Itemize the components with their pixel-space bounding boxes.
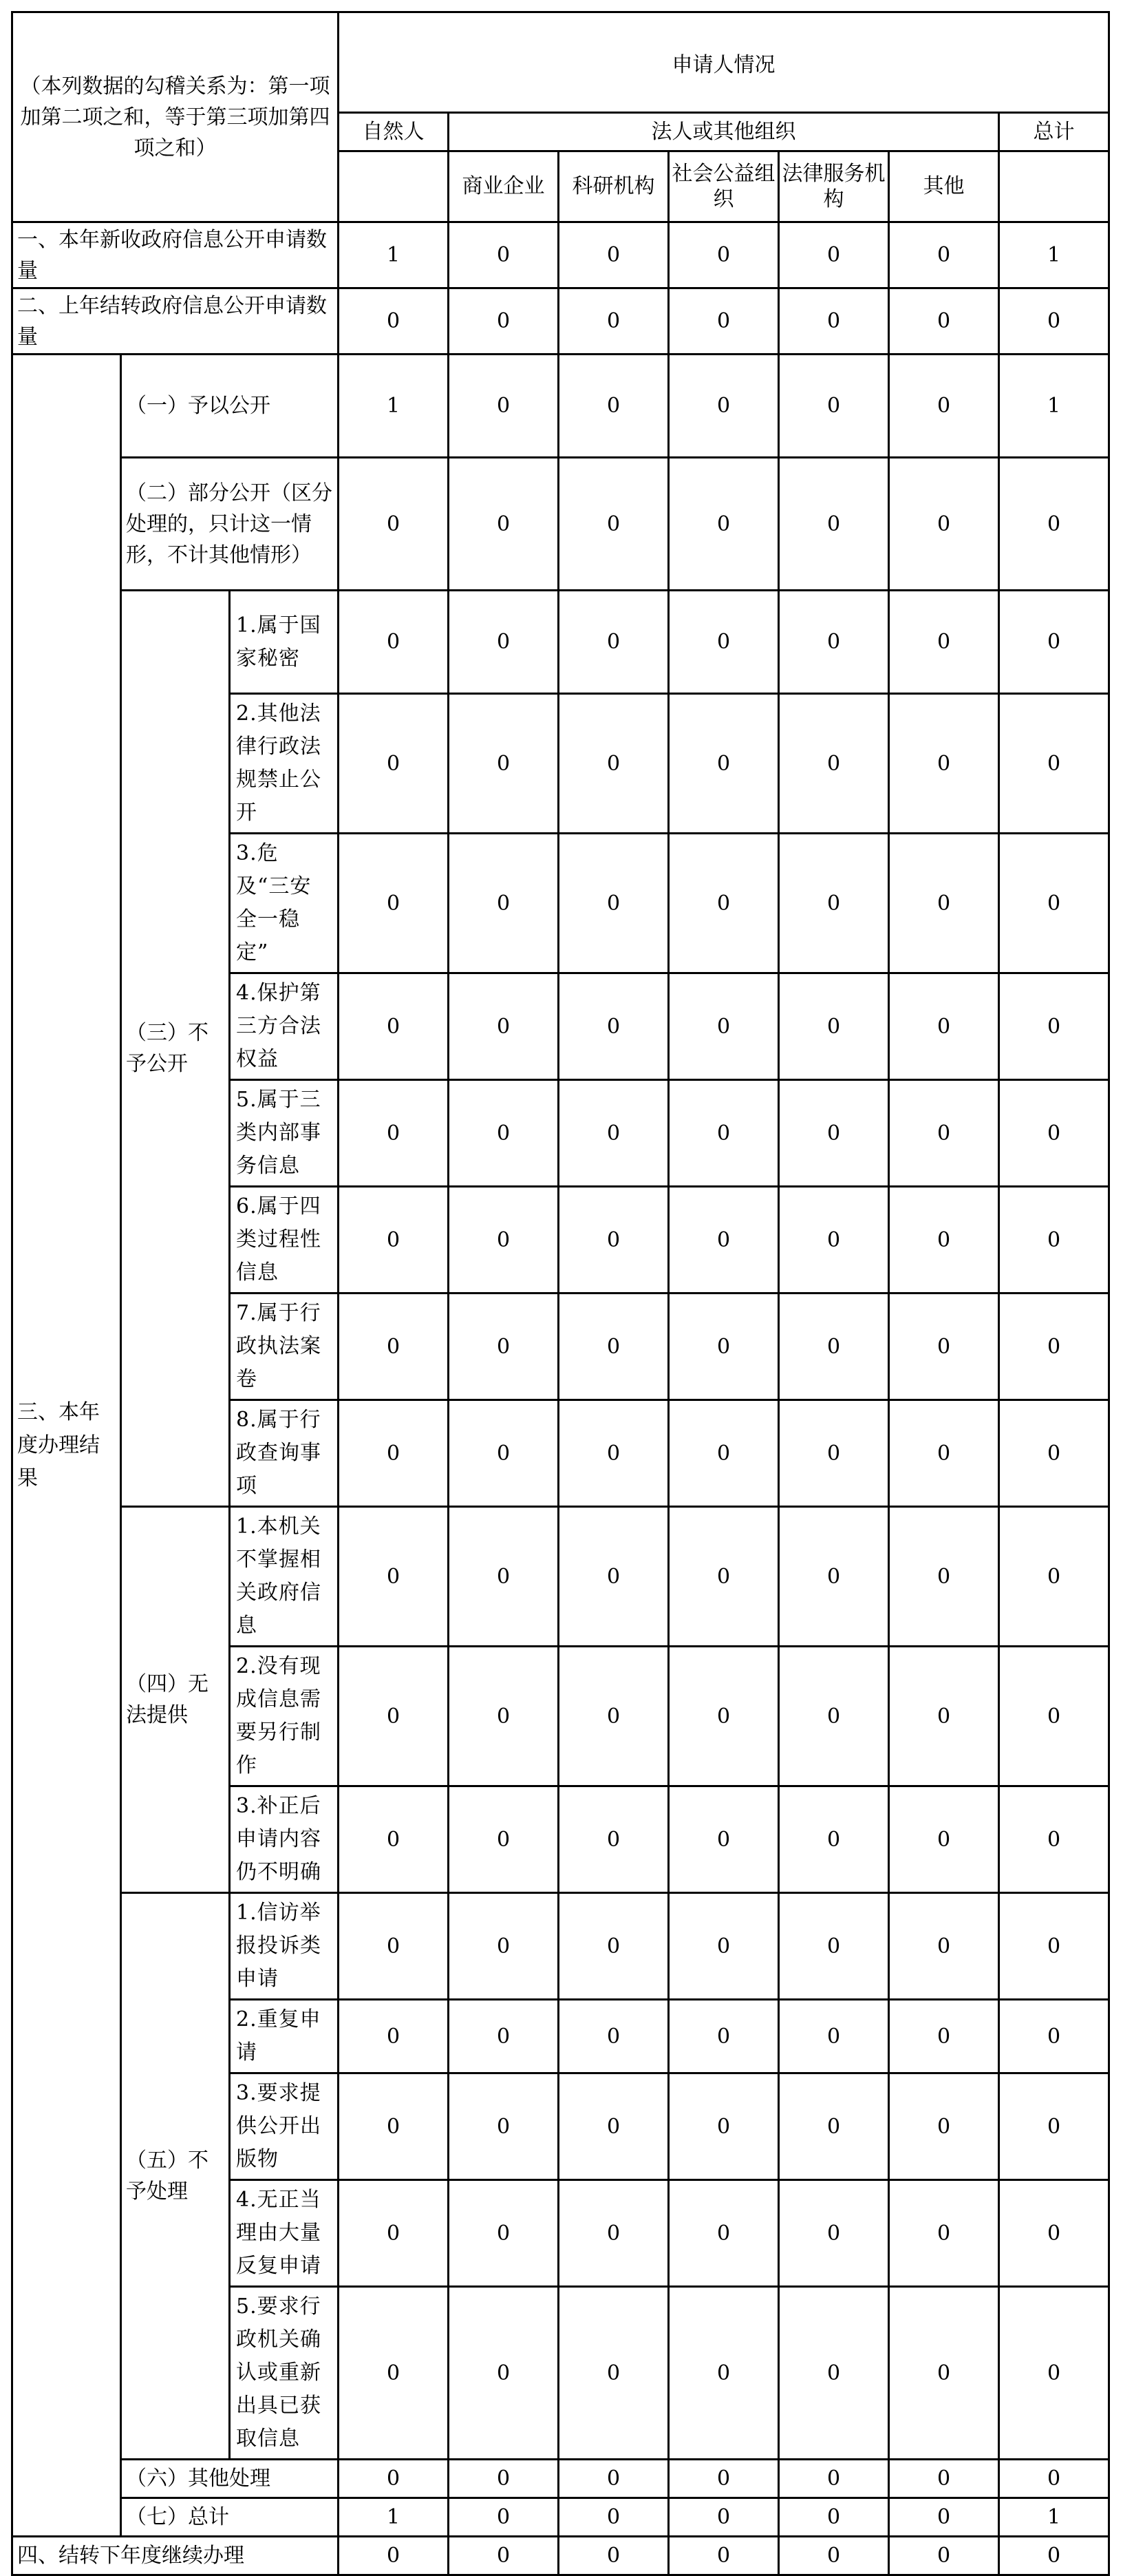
value-cell: 0: [559, 1647, 669, 1786]
value-cell: 0: [449, 1647, 559, 1786]
value-cell: 0: [339, 288, 449, 355]
value-cell: 0: [339, 1647, 449, 1786]
disclosure-statistics-table: [11, 11, 1110, 2576]
value-cell: 0: [889, 834, 999, 973]
subitem-label: 2.没有现成信息需要另行制作: [230, 1647, 339, 1786]
value-cell: 0: [339, 1187, 449, 1294]
value-cell: 0: [669, 2073, 779, 2180]
value-cell: 0: [669, 2498, 779, 2537]
value-cell: 0: [449, 1400, 559, 1507]
value-cell: 0: [779, 2073, 889, 2180]
natural-person-subheader-blank: [339, 151, 449, 222]
applicant-situation-header: 申请人情况: [339, 12, 1109, 113]
value-cell: 0: [669, 1294, 779, 1400]
value-cell: 0: [449, 591, 559, 694]
value-cell: 0: [559, 1294, 669, 1400]
value-cell: 0: [449, 222, 559, 288]
value-cell: 0: [559, 973, 669, 1080]
value-cell: 0: [559, 2537, 669, 2575]
value-cell: 0: [559, 694, 669, 834]
value-cell: 0: [339, 591, 449, 694]
value-cell: 0: [779, 2287, 889, 2460]
value-cell: 0: [449, 2537, 559, 2575]
value-cell: 0: [559, 2460, 669, 2498]
subitem-label: 3.要求提供公开出版物: [230, 2073, 339, 2180]
group-label: （三）不予公开: [121, 591, 230, 1507]
table-row: [12, 288, 1109, 355]
sub-column-header: 社会公益组织: [669, 151, 779, 222]
value-cell: 0: [339, 458, 449, 591]
value-cell: 0: [449, 458, 559, 591]
value-cell: 0: [449, 2180, 559, 2287]
value-cell: 0: [449, 1893, 559, 2000]
subitem-label: 4.保护第三方合法权益: [230, 973, 339, 1080]
subitem-label: 4.无正当理由大量反复申请: [230, 2180, 339, 2287]
value-cell: 0: [999, 1080, 1109, 1187]
value-cell: 0: [779, 1893, 889, 2000]
value-cell: 0: [449, 2498, 559, 2537]
value-cell: 0: [449, 694, 559, 834]
value-cell: 0: [669, 973, 779, 1080]
value-cell: 0: [779, 1187, 889, 1294]
group-label: （七）总计: [121, 2498, 339, 2537]
value-cell: 0: [999, 1187, 1109, 1294]
value-cell: 0: [889, 288, 999, 355]
subitem-label: 8.属于行政查询事项: [230, 1400, 339, 1507]
value-cell: 0: [779, 973, 889, 1080]
value-cell: 1: [999, 222, 1109, 288]
value-cell: 0: [999, 1786, 1109, 1893]
value-cell: 0: [889, 1400, 999, 1507]
value-cell: 0: [449, 2460, 559, 2498]
value-cell: 0: [339, 834, 449, 973]
value-cell: 0: [339, 1786, 449, 1893]
value-cell: 0: [889, 2073, 999, 2180]
value-cell: 0: [999, 2460, 1109, 2498]
subitem-label: 3.补正后申请内容仍不明确: [230, 1786, 339, 1893]
value-cell: 0: [559, 222, 669, 288]
value-cell: 0: [999, 834, 1109, 973]
value-cell: 1: [339, 355, 449, 458]
value-cell: 0: [449, 2287, 559, 2460]
sub-column-header: 其他: [889, 151, 999, 222]
table-row: [12, 458, 1109, 591]
value-cell: 0: [779, 1400, 889, 1507]
group-label: （五）不予处理: [121, 1893, 230, 2460]
value-cell: 0: [669, 2000, 779, 2073]
value-cell: 0: [889, 973, 999, 1080]
value-cell: 0: [559, 458, 669, 591]
value-cell: 0: [339, 1294, 449, 1400]
value-cell: 0: [449, 355, 559, 458]
value-cell: 0: [999, 591, 1109, 694]
value-cell: 0: [999, 1647, 1109, 1786]
value-cell: 0: [449, 1294, 559, 1400]
value-cell: 0: [669, 1507, 779, 1647]
value-cell: 0: [889, 2537, 999, 2575]
value-cell: 0: [449, 834, 559, 973]
value-cell: 0: [779, 2498, 889, 2537]
value-cell: 0: [449, 973, 559, 1080]
value-cell: 1: [339, 222, 449, 288]
value-cell: 0: [669, 1080, 779, 1187]
table-row: [12, 2537, 1109, 2575]
subitem-label: 1.本机关不掌握相关政府信息: [230, 1507, 339, 1647]
value-cell: 0: [669, 1647, 779, 1786]
value-cell: 0: [889, 2180, 999, 2287]
disclosure-table-sheet: [11, 11, 1110, 2576]
table-row: [12, 591, 1109, 694]
value-cell: 1: [339, 2498, 449, 2537]
value-cell: 0: [339, 1507, 449, 1647]
value-cell: 0: [779, 1507, 889, 1647]
value-cell: 0: [669, 1187, 779, 1294]
value-cell: 0: [449, 1507, 559, 1647]
value-cell: 0: [559, 2180, 669, 2287]
value-cell: 0: [669, 458, 779, 591]
value-cell: 0: [779, 2460, 889, 2498]
value-cell: 0: [559, 1893, 669, 2000]
value-cell: 0: [339, 1080, 449, 1187]
value-cell: 0: [999, 458, 1109, 591]
value-cell: 0: [339, 694, 449, 834]
value-cell: 0: [559, 591, 669, 694]
value-cell: 0: [889, 222, 999, 288]
value-cell: 0: [889, 591, 999, 694]
value-cell: 0: [669, 1893, 779, 2000]
value-cell: 0: [999, 288, 1109, 355]
subitem-label: 2.重复申请: [230, 2000, 339, 2073]
value-cell: 0: [779, 2180, 889, 2287]
value-cell: 0: [779, 1294, 889, 1400]
value-cell: 0: [339, 2537, 449, 2575]
value-cell: 0: [669, 834, 779, 973]
value-cell: 0: [669, 694, 779, 834]
value-cell: 0: [559, 288, 669, 355]
value-cell: 0: [889, 1507, 999, 1647]
group-label: （四）无法提供: [121, 1507, 230, 1893]
subitem-label: 6.属于四类过程性信息: [230, 1187, 339, 1294]
value-cell: 0: [999, 2073, 1109, 2180]
value-cell: 0: [889, 1647, 999, 1786]
value-cell: 0: [889, 694, 999, 834]
value-cell: 0: [889, 1786, 999, 1893]
table-row: [12, 1507, 1109, 1647]
value-cell: 0: [559, 1187, 669, 1294]
value-cell: 0: [669, 288, 779, 355]
value-cell: 0: [999, 694, 1109, 834]
value-cell: 0: [779, 591, 889, 694]
value-cell: 0: [669, 2537, 779, 2575]
value-cell: 0: [339, 2000, 449, 2073]
value-cell: 0: [779, 2000, 889, 2073]
value-cell: 1: [999, 355, 1109, 458]
value-cell: 0: [339, 973, 449, 1080]
value-cell: 0: [779, 694, 889, 834]
value-cell: 0: [559, 2287, 669, 2460]
value-cell: 0: [669, 2180, 779, 2287]
value-cell: 0: [339, 2180, 449, 2287]
value-cell: 0: [999, 2537, 1109, 2575]
value-cell: 0: [559, 1080, 669, 1187]
value-cell: 0: [889, 2498, 999, 2537]
value-cell: 0: [999, 2287, 1109, 2460]
group-label: （一）予以公开: [121, 355, 339, 458]
value-cell: 0: [779, 222, 889, 288]
value-cell: 0: [889, 1893, 999, 2000]
value-cell: 0: [559, 1507, 669, 1647]
value-cell: 0: [449, 1187, 559, 1294]
value-cell: 0: [779, 1786, 889, 1893]
value-cell: 0: [559, 2073, 669, 2180]
value-cell: 0: [669, 591, 779, 694]
value-cell: 0: [999, 2000, 1109, 2073]
value-cell: 0: [449, 1080, 559, 1187]
value-cell: 0: [449, 288, 559, 355]
value-cell: 0: [999, 1893, 1109, 2000]
value-cell: 0: [669, 1400, 779, 1507]
value-cell: 0: [449, 2000, 559, 2073]
value-cell: 0: [889, 2000, 999, 2073]
value-cell: 0: [339, 2460, 449, 2498]
subitem-label: 2.其他法律行政法规禁止公开: [230, 694, 339, 834]
value-cell: 0: [669, 355, 779, 458]
value-cell: 0: [559, 355, 669, 458]
value-cell: 0: [339, 2073, 449, 2180]
value-cell: 0: [559, 1786, 669, 1893]
value-cell: 0: [779, 458, 889, 591]
value-cell: 0: [889, 2460, 999, 2498]
value-cell: 0: [339, 1893, 449, 2000]
value-cell: 0: [999, 1294, 1109, 1400]
section3-label: 三、本年度办理结果: [12, 355, 121, 2537]
table-row: [12, 222, 1109, 288]
sub-column-header: 商业企业: [449, 151, 559, 222]
value-cell: 0: [339, 2287, 449, 2460]
value-cell: 0: [669, 2460, 779, 2498]
legal-group-header: 法人或其他组织: [449, 113, 999, 151]
subitem-label: 7.属于行政执法案卷: [230, 1294, 339, 1400]
value-cell: 1: [999, 2498, 1109, 2537]
natural-person-header: 自然人: [339, 113, 449, 151]
value-cell: 0: [779, 2537, 889, 2575]
value-cell: 0: [889, 458, 999, 591]
value-cell: 0: [559, 834, 669, 973]
sub-column-header: 科研机构: [559, 151, 669, 222]
value-cell: 0: [889, 2287, 999, 2460]
row-label: 四、结转下年度继续办理: [12, 2537, 339, 2575]
total-subheader-blank: [999, 151, 1109, 222]
value-cell: 0: [669, 1786, 779, 1893]
value-cell: 0: [779, 1080, 889, 1187]
row-label: 二、上年结转政府信息公开申请数量: [12, 288, 339, 355]
value-cell: 0: [999, 2180, 1109, 2287]
value-cell: 0: [889, 1187, 999, 1294]
value-cell: 0: [999, 1507, 1109, 1647]
value-cell: 0: [779, 834, 889, 973]
value-cell: 0: [779, 288, 889, 355]
table-row: [12, 355, 1109, 458]
value-cell: 0: [559, 2498, 669, 2537]
value-cell: 0: [559, 2000, 669, 2073]
row-label: 一、本年新收政府信息公开申请数量: [12, 222, 339, 288]
value-cell: 0: [999, 973, 1109, 1080]
sub-column-header: 法律服务机构: [779, 151, 889, 222]
subitem-label: 1.信访举报投诉类申请: [230, 1893, 339, 2000]
total-header: 总计: [999, 113, 1109, 151]
value-cell: 0: [339, 1400, 449, 1507]
value-cell: 0: [449, 2073, 559, 2180]
subitem-label: 3.危及“三安全一稳定”: [230, 834, 339, 973]
subitem-label: 1.属于国家秘密: [230, 591, 339, 694]
value-cell: 0: [559, 1400, 669, 1507]
value-cell: 0: [889, 1080, 999, 1187]
value-cell: 0: [999, 1400, 1109, 1507]
table-row: [12, 1893, 1109, 2000]
subitem-label: 5.属于三类内部事务信息: [230, 1080, 339, 1187]
value-cell: 0: [669, 222, 779, 288]
value-cell: 0: [779, 1647, 889, 1786]
table-row: [12, 2460, 1109, 2498]
value-cell: 0: [889, 1294, 999, 1400]
group-label: （二）部分公开（区分处理的，只计这一情形，不计其他情形）: [121, 458, 339, 591]
value-cell: 0: [449, 1786, 559, 1893]
header-left-caption: （本列数据的勾稽关系为：第一项加第二项之和，等于第三项加第四项之和）: [12, 12, 339, 222]
table-row: [12, 2498, 1109, 2537]
value-cell: 0: [889, 355, 999, 458]
subitem-label: 5.要求行政机关确认或重新出具已获取信息: [230, 2287, 339, 2460]
value-cell: 0: [669, 2287, 779, 2460]
group-label: （六）其他处理: [121, 2460, 339, 2498]
value-cell: 0: [779, 355, 889, 458]
